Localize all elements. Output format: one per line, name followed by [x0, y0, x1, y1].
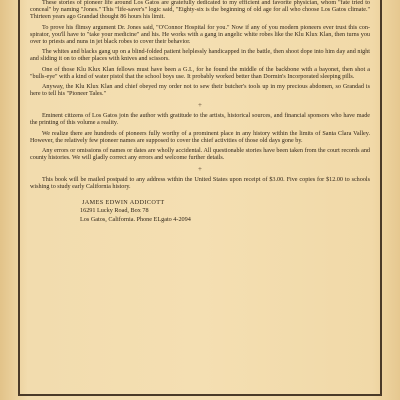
page-text — [30, 0, 370, 225]
paragraph-eminent-citizens: Eminent citizens of Los Gatos join the author with gratitude to the artists, historical sources, and financial sponsors who have made the printing of this volume a reality. — [30, 112, 370, 126]
paragraph-dr-jones: To prove his flimsy argument Dr. Jones said, "O'Connor Hospital for you." Now if any of you modern pioneers ever trust this con-spirator, you'll have to "take your medicine" and his. He works with a gang in angelic white robes like the Klu Klux Klan, then turns you over to priests and nuns in jet black robes to cover their behavior. — [30, 24, 370, 45]
paragraph-hundreds-of-pioneers: We realize there are hundreds of pioneers fully worthy of a prominent place in any history within the limits of Santa Clara Valley. However, the relatively few pioneer names are supposed to cover the chief activities of those old days gone by. — [30, 130, 370, 144]
section-divider-1: + — [198, 100, 202, 109]
author-address — [80, 199, 370, 225]
paragraph-dedication: These stories of pioneer life around Los Gatos are gratefully dedicated to my efficient and favorite physician, whom "fate tried to conceal" by naming "Jones." This "life-saver's" logic said, "Eighty-six is the beginning of old age for all who choose Los Gatos climate." Thirteen years ago Grandad thought 86 hours his limit. — [30, 0, 370, 20]
author-name: JAMES EDWIN ADDICOTT — [82, 198, 165, 206]
author-street: 16291 Lucky Road, Box 78 — [80, 207, 149, 215]
paragraph-gi: One of those Klu Klux Klan fellows must have been a G.I., for he found the middle of the backbone with a bayonet, then shot a "bulls-eye" with a kind of water pistol that the school boys use. It probably worked better than Dormin's Incorporated sleeping pills. — [30, 66, 370, 80]
paragraph-whites-and-blacks: The whites and blacks gang up on a blind-folded patient helplessly handicapped in the battle, then shoot dope into him day and night and sliding it on to other places with knives and scissors. — [30, 49, 370, 63]
author-city-phone: Los Gatos, California. Phone ELgato 4-2094 — [80, 215, 191, 223]
section-divider-2: + — [198, 164, 202, 173]
paragraph-errors: Any errors or omissions of names or dates are wholly accidental. All questionable stories have been taken from the court records and county histories. We will gladly correct any errors and welcome further details. — [30, 148, 370, 162]
paragraph-mail-order: This book will be mailed postpaid to any address within the United States upon receipt of $3.00. Five copies for $12.00 to schools wishing to study early California history. — [30, 176, 370, 190]
paragraph-anyway: Anyway, the Klu Klux Klan and chief obeyed my order not to sew their butcher's tools up in my precious abdomen, so Grandad is here to tell his "Pioneer Tales." — [30, 84, 370, 98]
